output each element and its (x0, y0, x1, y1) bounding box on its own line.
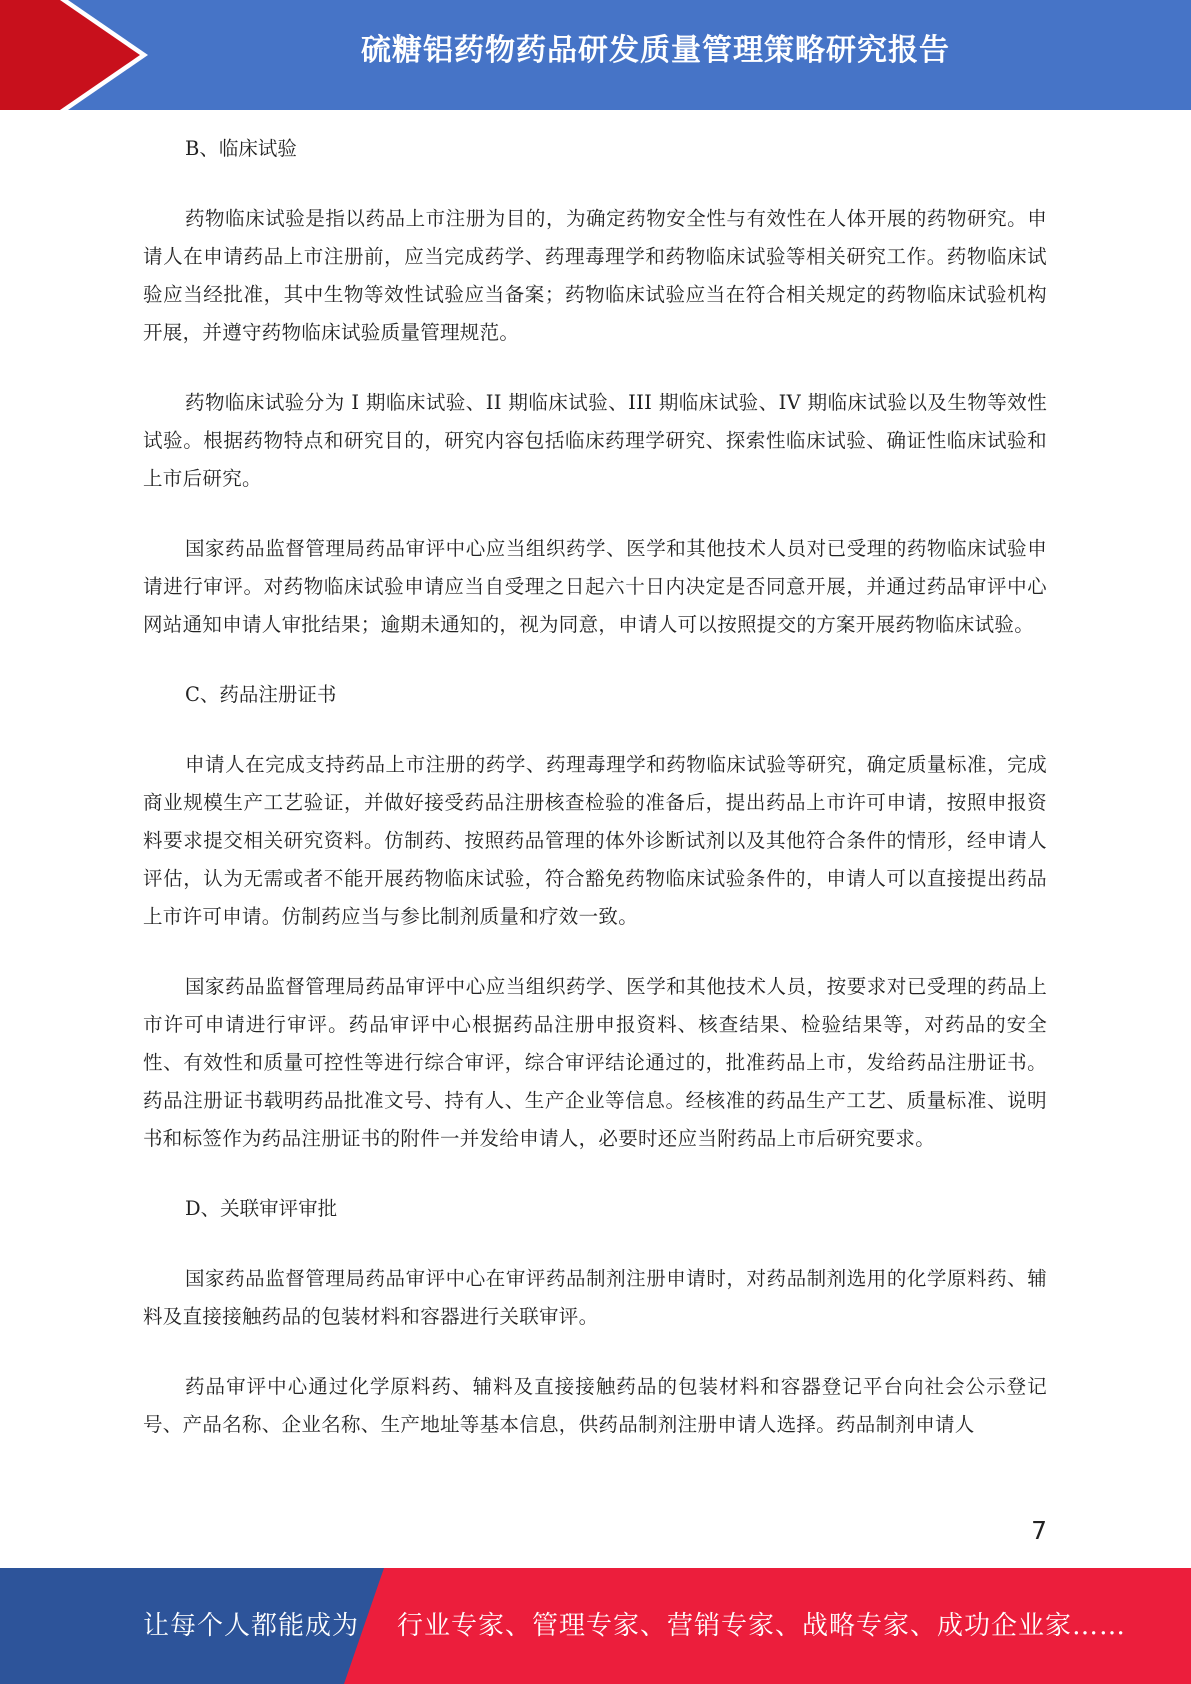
paragraph: 国家药品监督管理局药品审评中心在审评药品制剂注册申请时，对药品制剂选用的化学原料药、辅料及直接接触药品的包装材料和容器进行关联审评。 (143, 1267, 1047, 1328)
document-title: 硫糖铝药物药品研发质量管理策略研究报告 (361, 33, 950, 68)
section-heading-registration-certificate: C、药品注册证书 (185, 683, 337, 706)
paragraph: 药品审评中心通过化学原料药、辅料及直接接触药品的包装材料和容器登记平台向社会公示登记号、产品名称、企业名称、生产地址等基本信息，供药品制剂注册申请人选择。药品制剂申请人 (143, 1375, 1047, 1436)
paragraph: 申请人在完成支持药品上市注册的药学、药理毒理学和药物临床试验等研究，确定质量标准，完成商业规模生产工艺验证，并做好接受药品注册核查检验的准备后，提出药品上市许可申请，按照申报资料要求提交相关研究资料。仿制药、按照药品管理的体外诊断试剂以及其他符合条件的情形，经申请人评估，认为无需或者不能开展药物临床试验，符合豁免药物临床试验条件的，申请人可以直接提出药品上市许可申请。仿制药应当与参比制剂质量和疗效一致。 (143, 753, 1047, 928)
footer-slogan-right: 行业专家、管理专家、营销专家、战略专家、成功企业家…… (397, 1611, 1127, 1641)
paragraph: 国家药品监督管理局药品审评中心应当组织药学、医学和其他技术人员对已受理的药物临床试验申请进行审评。对药物临床试验申请应当自受理之日起六十日内决定是否同意开展，并通过药品审评中心网站通知申请人审批结果；逾期未通知的，视为同意，申请人可以按照提交的方案开展药物临床试验。 (143, 537, 1047, 636)
document-body (143, 130, 1047, 1476)
page-header (0, 0, 1191, 110)
page-footer (0, 1568, 1191, 1684)
section-heading-associated-review: D、关联审评审批 (185, 1197, 338, 1220)
paragraph: 药物临床试验是指以药品上市注册为目的，为确定药物安全性与有效性在人体开展的药物研究。申请人在申请药品上市注册前，应当完成药学、药理毒理学和药物临床试验等相关研究工作。药物临床试验应当经批准，其中生物等效性试验应当备案；药物临床试验应当在符合相关规定的药物临床试验机构开展，并遵守药物临床试验质量管理规范。 (143, 207, 1047, 344)
paragraph: 国家药品监督管理局药品审评中心应当组织药学、医学和其他技术人员，按要求对已受理的药品上市许可申请进行审评。药品审评中心根据药品注册申报资料、核查结果、检验结果等，对药品的安全性、有效性和质量可控性等进行综合审评，综合审评结论通过的，批准药品上市，发给药品注册证书。药品注册证书载明药品批准文号、持有人、生产企业等信息。经核准的药品生产工艺、质量标准、说明书和标签作为药品注册证书的附件一并发给申请人，必要时还应当附药品上市后研究要求。 (143, 975, 1047, 1150)
page-number: 7 (1031, 1516, 1047, 1545)
footer-slogan-left: 让每个人都能成为 (143, 1611, 360, 1641)
paragraph: 药物临床试验分为 I 期临床试验、II 期临床试验、III 期临床试验、IV 期临床试验以及生物等效性试验。根据药物特点和研究目的，研究内容包括临床药理学研究、探索性临床试验、确证性临床试验和上市后研究。 (143, 391, 1047, 490)
section-heading-clinical-trials: B、临床试验 (185, 137, 297, 160)
